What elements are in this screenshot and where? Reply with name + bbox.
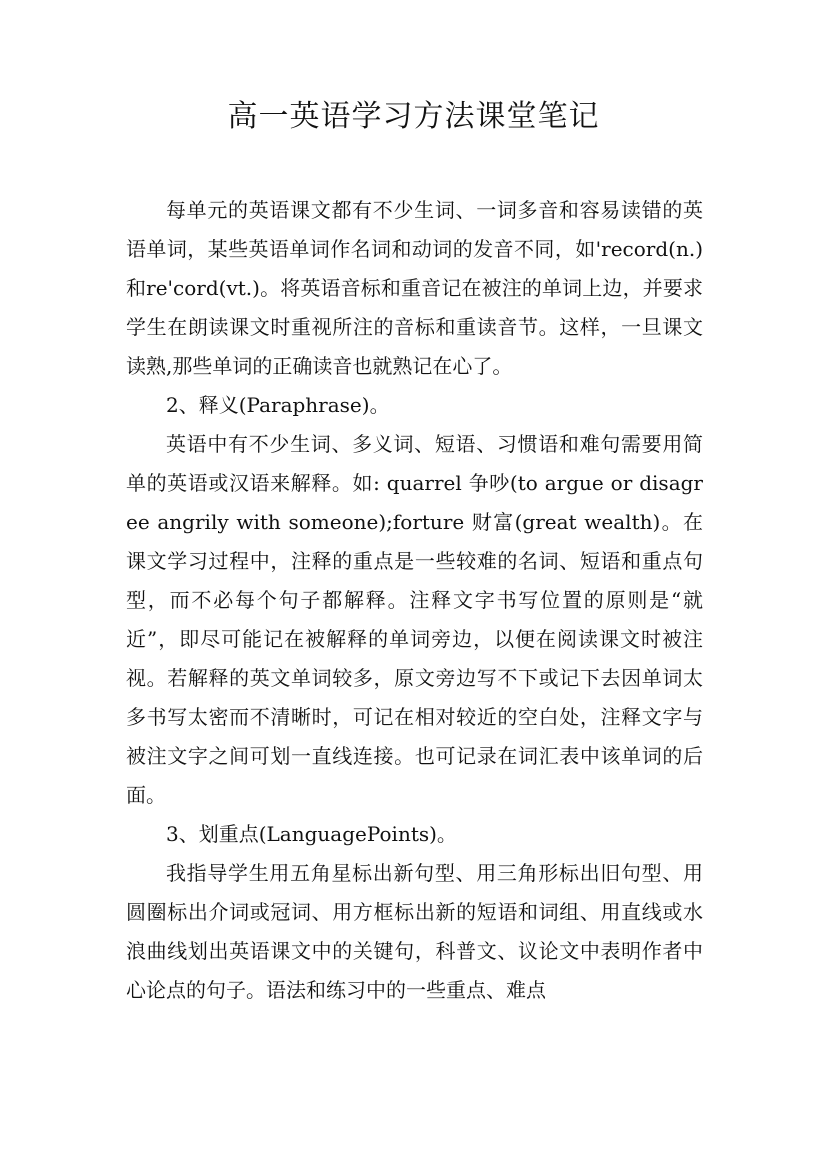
paragraph-language-points: 我指导学生用五角星标出新句型、用三角形标出旧句型、用圆圈标出介词或冠词、用方框标出新的短语和词组、用直线或水浪曲线划出英语课文中的关键句，科普文、议论文中表明作者中心论点的句子。语法和练习中的一些重点、难点	[126, 861, 703, 1002]
section-heading-language-points: 3、划重点(LanguagePoints)。	[166, 822, 457, 846]
page-title: 高一英语学习方法课堂笔记	[227, 99, 600, 134]
paragraph-pronunciation: 每单元的英语课文都有不少生词、一词多音和容易读错的英语单词，某些英语单词作名词和动词的发音不同，如'record(n.)和re'cord(vt.)。将英语音标和重音记在被注的单词上边，并要求学生在朗读课文时重视所注的音标和重读音节。这样，一旦课文读熟,那些单词的正确读音也就熟记在心了。	[126, 198, 703, 378]
section-heading-paraphrase: 2、释义(Paraphrase)。	[166, 393, 390, 417]
paragraph-paraphrase: 英语中有不少生词、多义词、短语、习惯语和难句需要用简单的英语或汉语来解释。如: quarrel 争吵(to argue or disagree angrily with someone);forture 财富(great wealth)。在课文学习过程中，注释的重点是一些较难的名词、短语和重点句型，而不必每个句子都解释。注释文字书写位置的原则是“就近”，即尽可能记在被解释的单词旁边，以便在阅读课文时被注视。若解释的英文单词较多，原文旁边写不下或记下去因单词太多书写太密而不清晰时，可记在相对较近的空白处，注释文字与被注文字之间可划一直线连接。也可记录在词汇表中该单词的后面。	[126, 432, 703, 807]
document-body	[126, 191, 703, 1010]
